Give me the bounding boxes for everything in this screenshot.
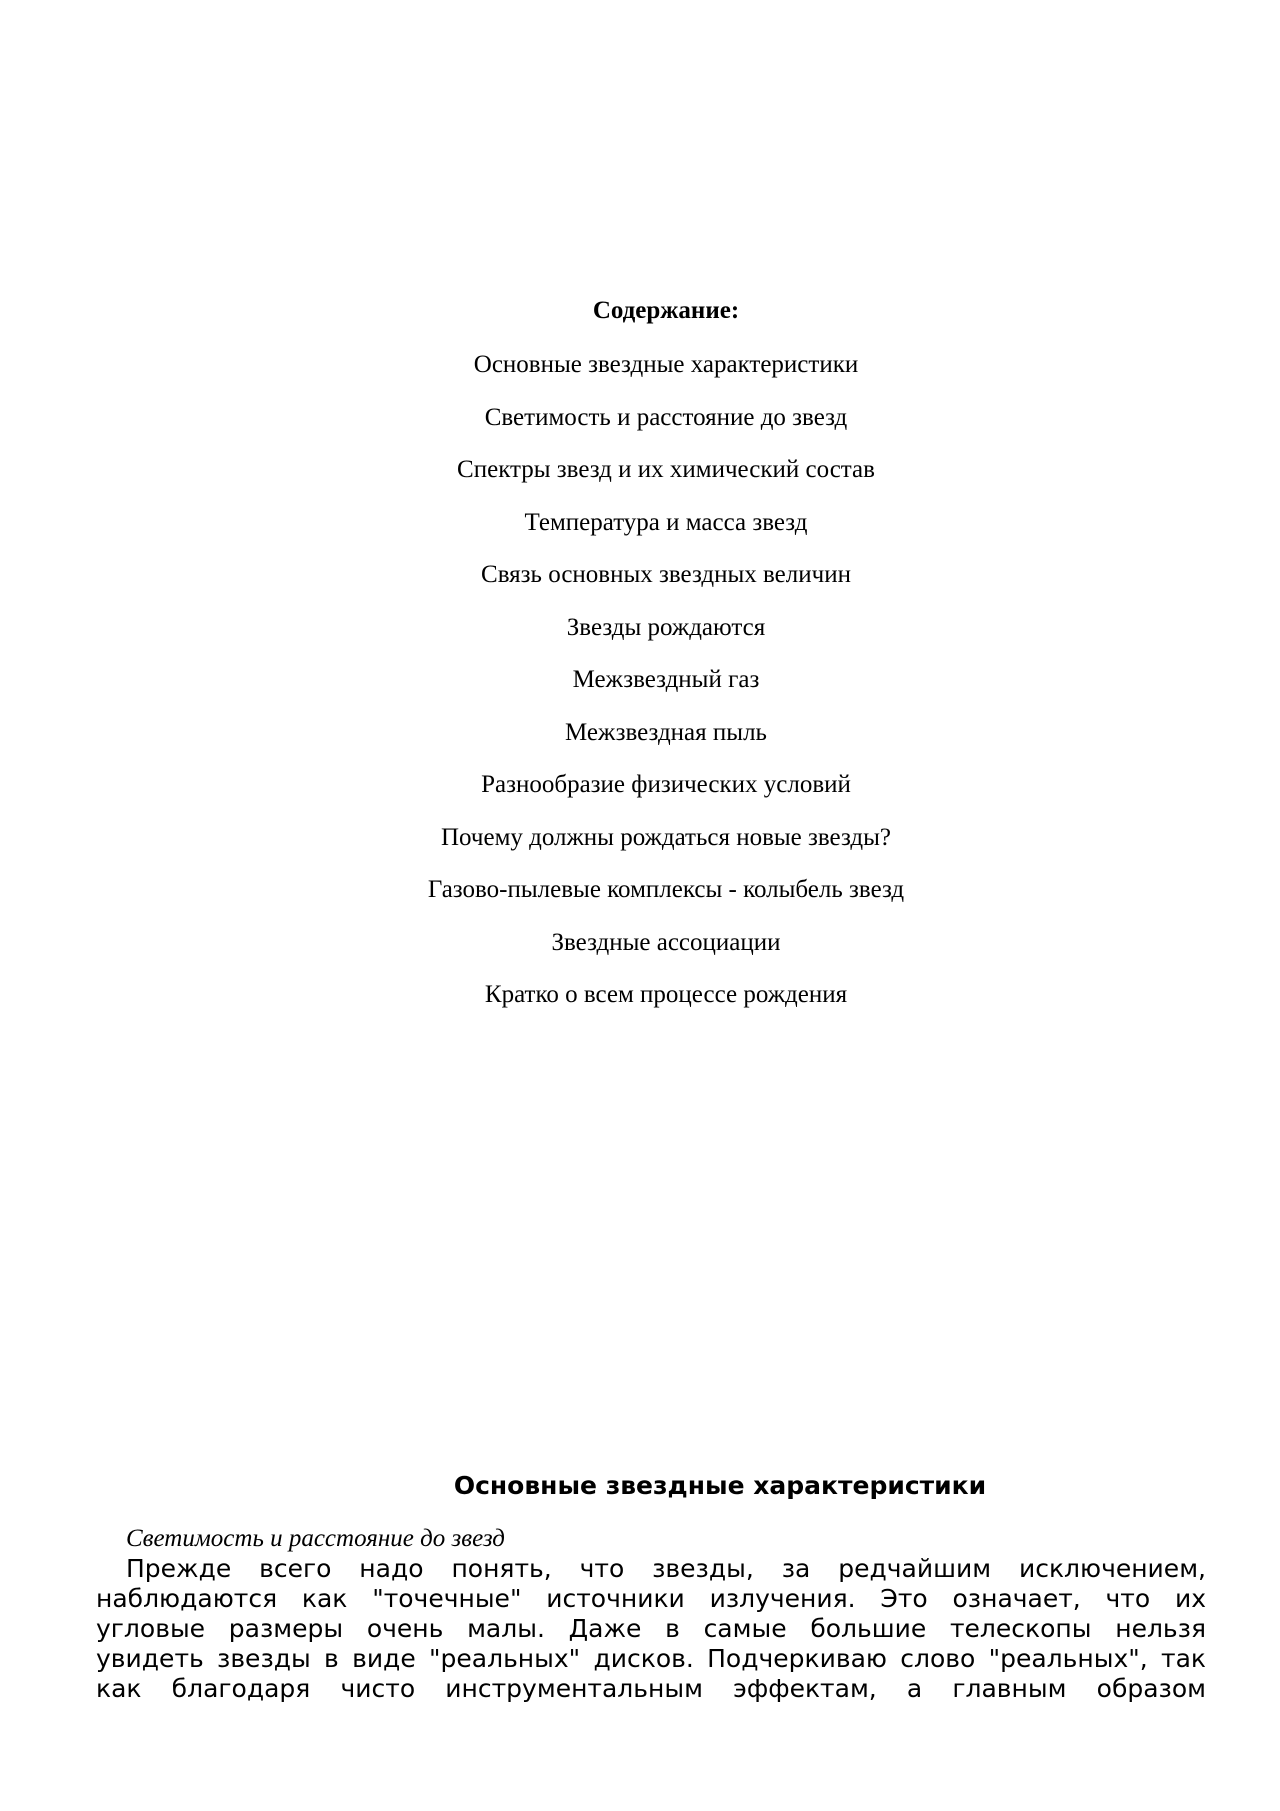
toc-item: Основные звездные характеристики	[473, 351, 859, 378]
paragraph-line: как благодаря чисто инструментальным эффектам, а главным образом	[96, 1674, 1206, 1703]
toc-item: Светимость и расстояние до звезд	[484, 403, 848, 431]
toc-item: Почему должны рождаться новые звезды?	[441, 823, 891, 851]
paragraph-line: увидеть звезды в виде "реальных" дисков. Подчеркиваю слово "реальных", так	[96, 1644, 1206, 1673]
toc-item: Кратко о всем процессе рождения	[484, 981, 848, 1008]
toc-list	[0, 350, 1280, 1010]
toc-item: Межзвездный газ	[572, 666, 760, 693]
toc-item: Звездные ассоциации	[551, 928, 781, 956]
section-subheading: Светимость и расстояние до звезд	[126, 1525, 505, 1552]
toc-item: Разнообразие физических условий	[481, 771, 851, 798]
toc-item: Связь основных звездных величин	[481, 561, 851, 588]
toc-item: Газово-пылевые комплексы - колыбель звезд	[427, 876, 905, 903]
table-of-contents	[0, 296, 1280, 1033]
paragraph-line: Прежде всего надо понять, что звезды, за редчайшим исключением,	[126, 1554, 1206, 1583]
toc-item: Спектры звезд и их химический состав	[457, 456, 875, 483]
section-heading: Основные звездные характеристики	[453, 1471, 987, 1500]
toc-item: Звезды рождаются	[566, 613, 766, 641]
body-paragraph	[96, 1554, 1206, 1704]
paragraph-line: угловые размеры очень малы. Даже в самые большие телескопы нельзя	[96, 1614, 1206, 1643]
paragraph-line: наблюдаются как "точечные" источники излучения. Это означает, что их	[96, 1584, 1206, 1613]
toc-item: Межзвездная пыль	[565, 718, 767, 746]
toc-title: Содержание:	[592, 297, 740, 324]
toc-item: Температура и масса звезд	[524, 508, 808, 536]
